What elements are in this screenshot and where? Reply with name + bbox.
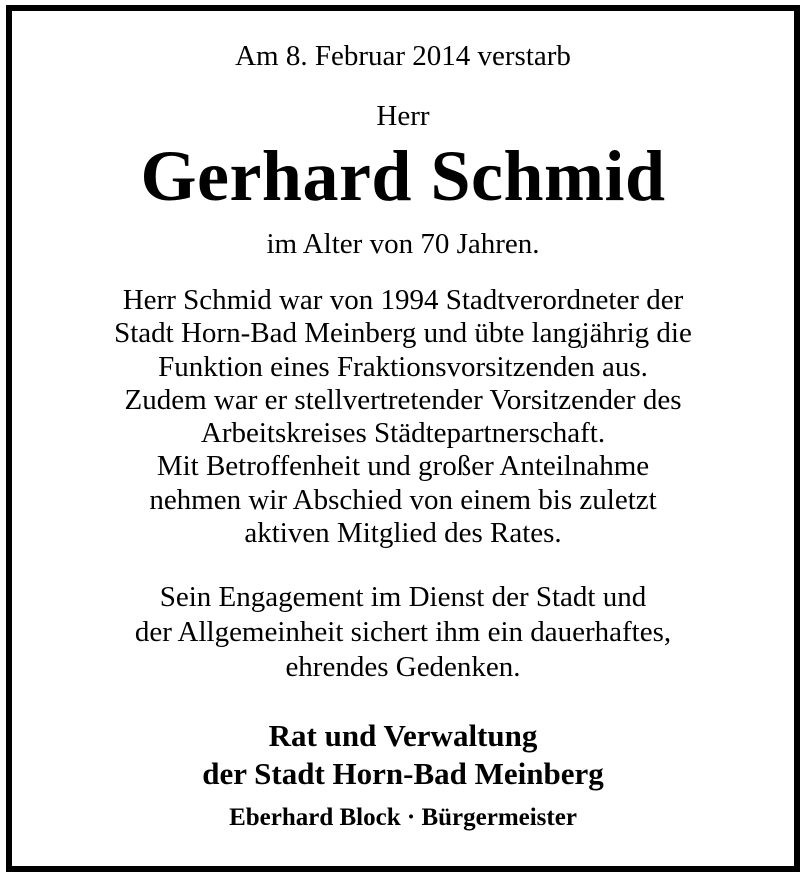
paragraph-line: Sein Engagement im Dienst der Stadt und bbox=[159, 581, 647, 613]
paragraph-line: Zudem war er stellvertretender Vorsitzender des bbox=[124, 383, 682, 416]
tribute-paragraph-1 bbox=[6, 284, 800, 550]
paragraph-line: Herr Schmid war von 1994 Stadtverordneter der bbox=[122, 284, 684, 316]
age-text: im Alter von 70 Jahren. bbox=[266, 228, 540, 260]
paragraph-line: ehrendes Gedenken. bbox=[285, 651, 521, 683]
paragraph-line: Arbeitskreises Städtepartnerschaft. bbox=[200, 417, 606, 450]
salutation: Herr bbox=[376, 100, 430, 132]
organization-line: der Stadt Horn-Bad Meinberg bbox=[202, 756, 604, 791]
organization-line: Rat und Verwaltung bbox=[268, 718, 538, 753]
paragraph-line: nehmen wir Abschied von einem bis zuletzt bbox=[149, 483, 657, 516]
tribute-paragraph-2 bbox=[6, 580, 800, 685]
paragraph-line: der Allgemeinheit sichert ihm ein dauerhaftes, bbox=[134, 616, 672, 648]
paragraph-line: Stadt Horn-Bad Meinberg und übte langjährig die bbox=[114, 317, 692, 350]
intro-text: Am 8. Februar 2014 verstarb bbox=[235, 40, 571, 72]
paragraph-line: Funktion eines Fraktionsvorsitzenden aus. bbox=[158, 350, 648, 383]
paragraph-line: aktiven Mitglied des Rates. bbox=[244, 517, 562, 550]
signature-organization bbox=[6, 717, 800, 793]
signer-name: Eberhard Block · Bürgermeister bbox=[229, 804, 577, 831]
paragraph-line: Mit Betroffenheit und großer Anteilnahme bbox=[156, 450, 650, 483]
deceased-name: Gerhard Schmid bbox=[140, 136, 666, 216]
